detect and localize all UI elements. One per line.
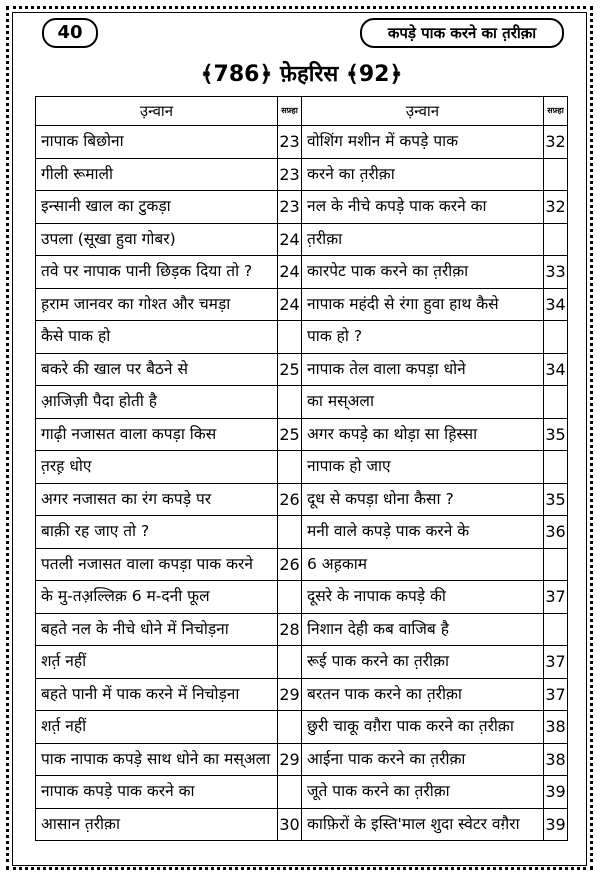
right-col-title-header: उ़न्वान <box>302 97 544 126</box>
left-entry-title: अगर नजासत का रंग कपड़े पर <box>36 483 278 516</box>
left-entry-page: 25 <box>278 418 302 451</box>
right-entry-title: नापाक हो जाए <box>302 451 544 484</box>
left-entry-title: तवे पर नापाक पानी छिड़क दिया तो ? <box>36 256 278 289</box>
left-entry-title: नापाक बिछोना <box>36 126 278 159</box>
right-entry-title: दूसरे के नापाक कपड़े की <box>302 581 544 614</box>
left-entry-title: बाक़ी रह जाए तो ? <box>36 516 278 549</box>
right-entry-page: 39 <box>544 808 568 841</box>
right-entry-page: 38 <box>544 743 568 776</box>
left-entry-page: 23 <box>278 158 302 191</box>
left-entry-title: पाक नापाक कपड़े साथ धोने का मस्अला <box>36 743 278 776</box>
right-entry-page: 34 <box>544 353 568 386</box>
left-entry-page: 30 <box>278 808 302 841</box>
table-row <box>36 581 568 614</box>
heading-right-number: 92 <box>358 62 390 87</box>
right-entry-title: पाक हो ? <box>302 321 544 354</box>
table-row <box>36 191 568 224</box>
right-entry-page: 37 <box>544 646 568 679</box>
left-entry-page <box>278 321 302 354</box>
table-row <box>36 711 568 744</box>
left-entry-page: 29 <box>278 678 302 711</box>
right-entry-page: 39 <box>544 776 568 809</box>
left-entry-page <box>278 451 302 484</box>
left-entry-title: इन्सानी खाल का टुकड़ा <box>36 191 278 224</box>
right-entry-title: नापाक महंदी से रंगा हुवा हाथ कैसे <box>302 288 544 321</box>
right-entry-title: का मस्अला <box>302 386 544 419</box>
table-header-row <box>36 97 568 126</box>
left-entry-page: 24 <box>278 223 302 256</box>
right-entry-page <box>544 548 568 581</box>
index-table <box>35 96 568 841</box>
page-title <box>0 58 603 88</box>
left-entry-title: शर्त़ नहीं <box>36 711 278 744</box>
right-entry-page: 37 <box>544 678 568 711</box>
right-entry-title: निशान देही कब वाजिब है <box>302 613 544 646</box>
right-entry-title: दूध से कपड़ा धोना कैसा ? <box>302 483 544 516</box>
right-entry-title: काफ़िरों के इस्ति'माल शुदा स्वेटर वग़ैरा <box>302 808 544 841</box>
left-entry-title: गीली रूमाली <box>36 158 278 191</box>
left-entry-title: गाढ़ी नजासत वाला कपड़ा किस <box>36 418 278 451</box>
table-row <box>36 548 568 581</box>
table-row <box>36 678 568 711</box>
left-entry-title: ह़राम जानवर का गोश्त और चमड़ा <box>36 288 278 321</box>
left-entry-page <box>278 386 302 419</box>
table-row <box>36 288 568 321</box>
left-entry-title: बकरे की खाल पर बैठने से <box>36 353 278 386</box>
right-ornament-close-icon: ﴿ <box>389 62 403 87</box>
table-row <box>36 386 568 419</box>
right-entry-title: कारपेट पाक करने का त़रीक़ा <box>302 256 544 289</box>
left-entry-page: 23 <box>278 191 302 224</box>
page-number: 40 <box>42 18 98 48</box>
left-entry-page: 25 <box>278 353 302 386</box>
left-entry-title: कैसे पाक हो <box>36 321 278 354</box>
table-row <box>36 613 568 646</box>
left-col-page-header: सफ़्हा <box>278 97 302 126</box>
right-entry-title: मनी वाले कपड़े पाक करने के <box>302 516 544 549</box>
table-row <box>36 256 568 289</box>
right-entry-title: 6 अह़काम <box>302 548 544 581</box>
table-row <box>36 158 568 191</box>
left-entry-page <box>278 516 302 549</box>
left-entry-page <box>278 776 302 809</box>
right-entry-title: नापाक तेल वाला कपड़ा धोने <box>302 353 544 386</box>
left-entry-title: बहते नल के नीचे धोने में निचोड़ना <box>36 613 278 646</box>
right-entry-page <box>544 386 568 419</box>
right-entry-title: आईना पाक करने का त़रीक़ा <box>302 743 544 776</box>
left-entry-title: आ़जिज़ी पैदा होती है <box>36 386 278 419</box>
left-entry-page: 28 <box>278 613 302 646</box>
table-row <box>36 321 568 354</box>
table-row <box>36 646 568 679</box>
table-row <box>36 808 568 841</box>
right-ornament-icon: ﴾ <box>345 62 359 87</box>
right-entry-title: वोशिंग मशीन में कपड़े पाक <box>302 126 544 159</box>
right-entry-title: बरतन पाक करने का त़रीक़ा <box>302 678 544 711</box>
right-entry-title: नल के नीचे कपड़े पाक करने का <box>302 191 544 224</box>
running-title: कपड़े पाक करने का त़रीक़ा <box>360 18 564 48</box>
left-ornament-icon: ﴾ <box>200 62 214 87</box>
table-row <box>36 776 568 809</box>
right-entry-title: रूई पाक करने का त़रीक़ा <box>302 646 544 679</box>
right-entry-title: करने का त़रीक़ा <box>302 158 544 191</box>
right-entry-title: अगर कपड़े का थोड़ा सा ह़िस्सा <box>302 418 544 451</box>
left-entry-title: उपला (सूखा हुवा गोबर) <box>36 223 278 256</box>
table-row <box>36 223 568 256</box>
right-entry-page: 32 <box>544 126 568 159</box>
table-body <box>36 126 568 841</box>
left-entry-title: शर्त़ नहीं <box>36 646 278 679</box>
right-entry-page: 38 <box>544 711 568 744</box>
right-entry-page: 33 <box>544 256 568 289</box>
right-entry-page: 35 <box>544 483 568 516</box>
table-row <box>36 743 568 776</box>
left-entry-page: 24 <box>278 256 302 289</box>
right-entry-page: 35 <box>544 418 568 451</box>
right-entry-page: 32 <box>544 191 568 224</box>
left-entry-page: 23 <box>278 126 302 159</box>
left-entry-page: 26 <box>278 483 302 516</box>
left-entry-title: नापाक कपड़े पाक करने का <box>36 776 278 809</box>
right-entry-title: त़रीक़ा <box>302 223 544 256</box>
left-entry-page <box>278 711 302 744</box>
right-entry-title: जूते पाक करने का त़रीक़ा <box>302 776 544 809</box>
right-entry-page <box>544 613 568 646</box>
left-entry-page: 26 <box>278 548 302 581</box>
right-entry-page <box>544 223 568 256</box>
left-entry-title: आसान त़रीक़ा <box>36 808 278 841</box>
left-entry-title: पतली नजासत वाला कपड़ा पाक करने <box>36 548 278 581</box>
left-entry-page: 24 <box>278 288 302 321</box>
right-entry-title: छुरी चाकू वग़ैरा पाक करने का त़रीक़ा <box>302 711 544 744</box>
table-row <box>36 451 568 484</box>
right-entry-page <box>544 158 568 191</box>
table-row <box>36 418 568 451</box>
left-col-title-header: उ़न्वान <box>36 97 278 126</box>
right-col-page-header: सफ़्हा <box>544 97 568 126</box>
left-entry-page <box>278 581 302 614</box>
left-entry-title: त़रह़ धोए <box>36 451 278 484</box>
table-row <box>36 353 568 386</box>
left-entry-page: 29 <box>278 743 302 776</box>
table-row <box>36 126 568 159</box>
right-entry-page <box>544 321 568 354</box>
right-entry-page: 36 <box>544 516 568 549</box>
right-entry-page: 34 <box>544 288 568 321</box>
table-row <box>36 483 568 516</box>
left-ornament-close-icon: ﴿ <box>259 62 273 87</box>
right-entry-page: 37 <box>544 581 568 614</box>
table-row <box>36 516 568 549</box>
right-entry-page <box>544 451 568 484</box>
left-entry-page <box>278 646 302 679</box>
left-entry-title: बहते पानी में पाक करने में निचोड़ना <box>36 678 278 711</box>
heading-title: फ़ेहरिस <box>280 62 339 87</box>
left-entry-title: के मु-तअ़ल्लिक़ 6 म-दनी फूल <box>36 581 278 614</box>
heading-left-number: 786 <box>213 62 260 87</box>
